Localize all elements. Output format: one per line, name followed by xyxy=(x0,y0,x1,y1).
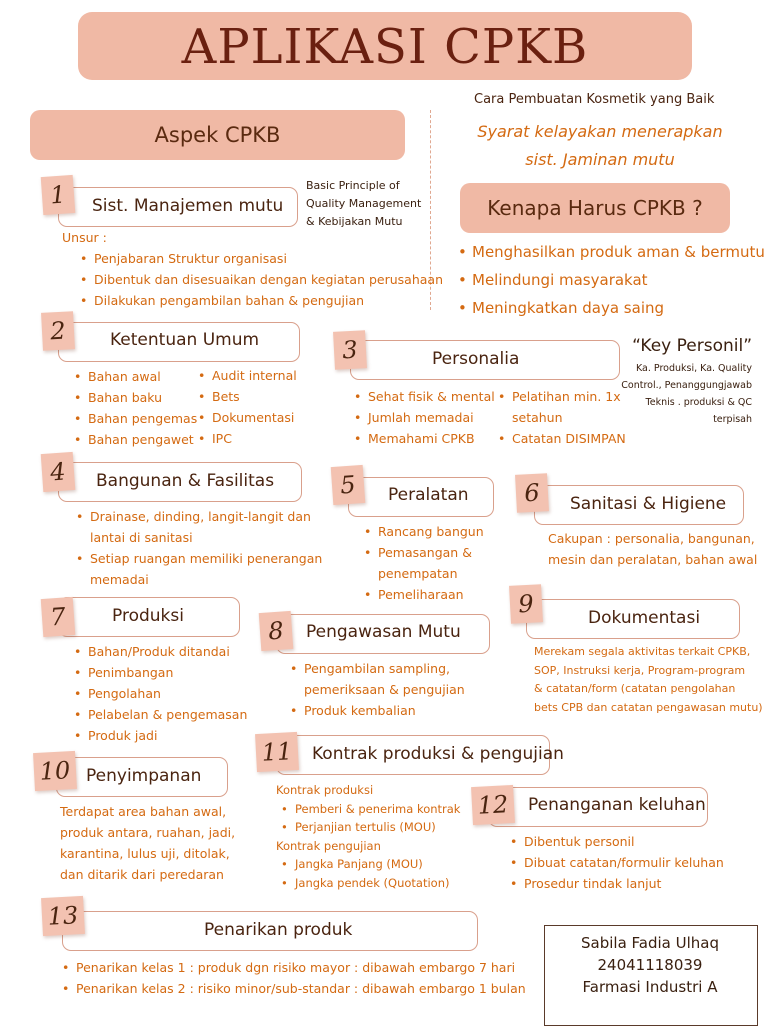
text-line: Merekam segala aktivitas terkait CPKB, xyxy=(534,645,751,658)
syarat-line-2: sist. Jaminan mutu xyxy=(525,150,675,169)
key-personil-title: “Key Personil” xyxy=(632,336,752,356)
subhead: Kontrak pengujian xyxy=(276,838,381,853)
list-item: • Bahan/Produk ditandai xyxy=(74,641,247,662)
list-item: • Perjanjian tertulis (MOU) xyxy=(281,818,460,837)
item-line: memadai xyxy=(90,572,149,587)
item-line: lantai di sanitasi xyxy=(90,530,193,545)
list-item: • Memahami CPKB xyxy=(354,428,495,449)
section-9-number: 9 xyxy=(509,584,543,624)
list-item: • Penarikan kelas 2 : risiko minor/sub-standar : dibawah embargo 1 bulan xyxy=(62,978,526,999)
list-item: • Prosedur tindak lanjut xyxy=(510,873,724,894)
list-item: • Pemeliharaan xyxy=(364,584,484,605)
section-2-title: Ketentuan Umum xyxy=(110,330,260,350)
section-4-list xyxy=(76,506,322,590)
continuation-text: setahun xyxy=(512,410,563,425)
list-item xyxy=(290,658,465,700)
section-8-list xyxy=(290,658,465,721)
list-item: • Produk kembalian xyxy=(290,700,465,721)
list-item: • Pengolahan xyxy=(74,683,247,704)
syarat-text xyxy=(440,118,760,174)
section-8-title: Pengawasan Mutu xyxy=(306,622,461,642)
list-item xyxy=(76,506,322,548)
section-6-number: 6 xyxy=(515,473,549,513)
section-1-list xyxy=(80,248,443,311)
syarat-line-1: Syarat kelayakan menerapkan xyxy=(477,122,723,141)
item-line: pemeriksaan & pengujian xyxy=(304,682,465,697)
item-line: Drainase, dinding, langit-langit dan xyxy=(90,509,311,524)
continuation-text: penempatan xyxy=(378,566,458,581)
section-7-number: 7 xyxy=(41,597,76,637)
section-3-list-1 xyxy=(354,386,495,449)
section-7-list xyxy=(74,641,247,746)
list-item: • IPC xyxy=(198,428,297,449)
list-item: • Pemasangan & xyxy=(364,542,484,563)
list-item: • Bahan awal xyxy=(74,366,197,387)
list-item-continuation xyxy=(498,407,626,428)
section-11-list-2 xyxy=(281,855,460,892)
list-item: • Penjabaran Struktur organisasi xyxy=(80,248,443,269)
section-5-list xyxy=(364,521,484,605)
list-item: • Catatan DISIMPAN xyxy=(498,428,626,449)
author-id: 24041118039 xyxy=(597,956,703,974)
section-9-title: Dokumentasi xyxy=(588,608,701,628)
text-line: & catatan/form (catatan pengolahan xyxy=(534,682,736,695)
text-line: SOP, Instruksi kerja, Program-program xyxy=(534,663,746,677)
list-item: • Audit internal xyxy=(198,365,297,386)
list-item xyxy=(76,548,322,590)
note-line: Basic Principle of xyxy=(306,179,400,192)
author-name: Sabila Fadia Ulhaq xyxy=(581,934,719,952)
note-line: Quality Management xyxy=(306,197,422,210)
section-11-number: 11 xyxy=(255,732,299,772)
list-item: • Jangka Panjang (MOU) xyxy=(281,855,460,874)
list-item-continuation xyxy=(364,563,484,584)
list-item: • Dilakukan pengambilan bahan & pengujian xyxy=(80,290,443,311)
section-13-list xyxy=(62,957,526,999)
text-line: mesin dan peralatan, bahan awal xyxy=(548,552,758,567)
list-item: • Bahan pengemas xyxy=(74,408,197,429)
section-10-title: Penyimpanan xyxy=(86,766,202,786)
list-item: • Dibentuk personil xyxy=(510,831,724,852)
page-title: APLIKASI CPKB xyxy=(181,19,589,75)
section-1-title: Sist. Manajemen mutu xyxy=(92,196,284,216)
section-1-lead: Unsur : xyxy=(62,230,107,245)
list-item: • Dibentuk dan disesuaikan dengan kegiatan perusahaan xyxy=(80,269,443,290)
section-6-title: Sanitasi & Higiene xyxy=(570,494,727,514)
section-2-list-2 xyxy=(198,365,297,449)
section-11-title: Kontrak produksi & pengujian xyxy=(312,744,564,764)
list-item: • Bahan baku xyxy=(74,387,197,408)
list-item: • Rancang bangun xyxy=(364,521,484,542)
list-item: • Bahan pengawet xyxy=(74,429,197,450)
section-4-number: 4 xyxy=(41,452,76,492)
list-item: • Produk jadi xyxy=(74,725,247,746)
list-item: • Dokumentasi xyxy=(198,407,297,428)
text-line: bets CPB dan catatan pengawasan mutu) xyxy=(534,700,763,714)
section-11-text xyxy=(276,781,460,892)
list-item: • Penimbangan xyxy=(74,662,247,683)
section-10-text xyxy=(60,801,235,885)
item-line: Setiap ruangan memiliki penerangan xyxy=(90,551,323,566)
section-5-number: 5 xyxy=(331,465,366,505)
item-line: Pengambilan sampling, xyxy=(304,661,450,676)
subhead: Kontrak produksi xyxy=(276,783,374,797)
section-11-list-1 xyxy=(281,800,460,837)
list-item: • Meningkatkan daya saing xyxy=(458,294,765,322)
section-1-note xyxy=(306,177,421,231)
section-13-number: 13 xyxy=(41,896,85,936)
section-12-list xyxy=(510,831,724,894)
text-line: dan ditarik dari peredaran xyxy=(60,867,224,882)
section-12-number: 12 xyxy=(471,785,515,825)
kenapa-label: Kenapa Harus CPKB ? xyxy=(487,196,703,220)
section-3-number: 3 xyxy=(333,330,367,370)
section-9-text xyxy=(534,643,763,717)
author-program: Farmasi Industri A xyxy=(582,978,718,996)
key-personil-line: terpisah xyxy=(713,414,752,425)
section-12-title: Penanganan keluhan xyxy=(528,795,706,815)
section-2-number: 2 xyxy=(41,311,75,351)
section-6-text xyxy=(548,528,757,570)
key-personil-line: Teknis . produksi & QC xyxy=(645,397,752,408)
section-3-title: Personalia xyxy=(432,349,520,369)
text-line: Terdapat area bahan awal, xyxy=(60,804,227,819)
list-item: • Sehat fisik & mental xyxy=(354,386,495,407)
section-13-title: Penarikan produk xyxy=(204,920,353,940)
list-item: • Jumlah memadai xyxy=(354,407,495,428)
subtitle: Cara Pembuatan Kosmetik yang Baik xyxy=(474,92,715,107)
aspek-label: Aspek CPKB xyxy=(154,123,281,147)
list-item: • Bets xyxy=(198,386,297,407)
section-4-title: Bangunan & Fasilitas xyxy=(96,471,275,491)
list-item: • Pelabelan & pengemasan xyxy=(74,704,247,725)
kenapa-list xyxy=(458,238,765,322)
text-line: Cakupan : personalia, bangunan, xyxy=(548,531,755,546)
list-item: • Jangka pendek (Quotation) xyxy=(281,874,460,893)
key-personil-line: Control., Penanggungjawab xyxy=(621,380,752,391)
section-8-number: 8 xyxy=(259,611,294,651)
text-line: produk antara, ruahan, jadi, xyxy=(60,825,236,840)
section-1-number: 1 xyxy=(41,175,76,215)
section-10-number: 10 xyxy=(33,751,77,791)
list-item: • Pelatihan min. 1x xyxy=(498,386,626,407)
section-5-title: Peralatan xyxy=(388,485,469,505)
list-item: • Melindungi masyarakat xyxy=(458,266,765,294)
list-item: • Dibuat catatan/formulir keluhan xyxy=(510,852,724,873)
key-personil-line: Ka. Produksi, Ka. Quality xyxy=(635,363,752,374)
section-3-list-2 xyxy=(498,386,626,449)
list-item: • Pemberi & penerima kontrak xyxy=(281,800,460,819)
section-7-title: Produksi xyxy=(112,606,184,626)
note-line: & Kebijakan Mutu xyxy=(306,215,403,228)
section-2-list-1 xyxy=(74,366,197,450)
list-item: • Penarikan kelas 1 : produk dgn risiko mayor : dibawah embargo 7 hari xyxy=(62,957,526,978)
list-item: • Menghasilkan produk aman & bermutu xyxy=(458,238,765,266)
text-line: karantina, lulus uji, ditolak, xyxy=(60,846,230,861)
